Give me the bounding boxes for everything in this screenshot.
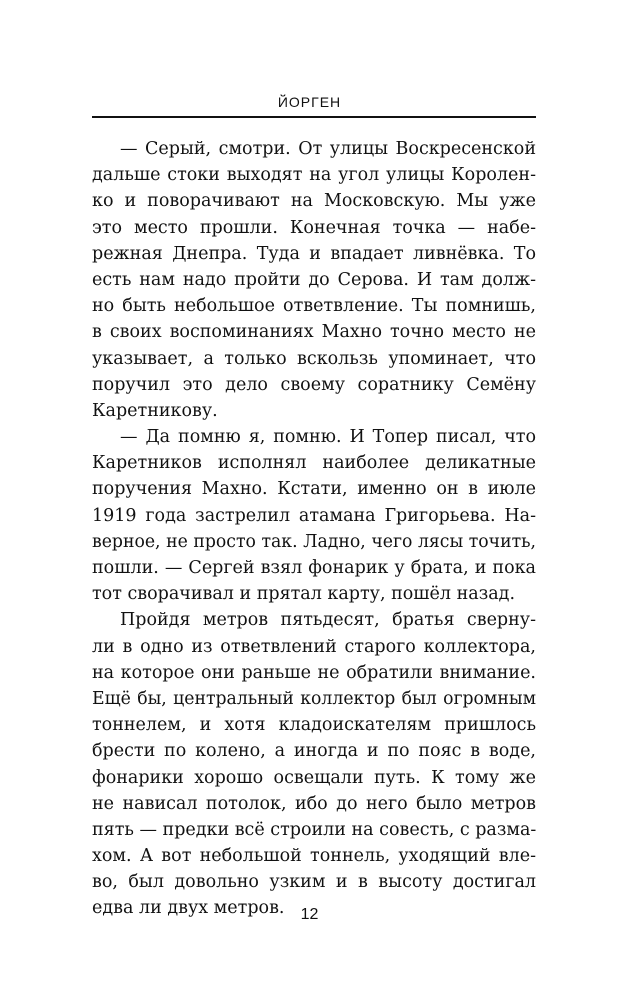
text-line: ко и поворачивают на Московскую. Мы уже: [92, 191, 536, 212]
text-line: режная Днепра. Туда и впадает ливнёвка. То: [92, 243, 536, 264]
text-line: — Серый, смотри. От улицы Воскресенской: [120, 139, 536, 159]
text-line: Пройдя метров пятьдесят, братья сверну-: [120, 610, 536, 631]
body-text: [92, 136, 536, 922]
text-line: брести по колено, а иногда и по пояс в воде,: [92, 741, 536, 762]
text-line: в своих воспоминаниях Махно точно место не: [92, 322, 536, 343]
text-line: 1919 года застрелил атамана Григорьева. На-: [92, 505, 536, 526]
text-line: это место прошли. Конечная точка — набе-: [92, 217, 536, 238]
text-line: тот сворачивал и прятал карту, пошёл назад.: [92, 584, 516, 605]
text-line: поручил это дело своему соратнику Семёну: [92, 374, 536, 395]
text-line: едва ли двух метров.: [92, 898, 285, 919]
text-line: есть нам надо пройти до Серова. И там долж-: [92, 269, 536, 290]
text-line: пять — предки всё строили на совесть, с разма-: [92, 819, 537, 840]
text-line: Каретникову.: [92, 400, 218, 421]
text-line: Каретников исполнял наиболее деликатные: [92, 453, 536, 474]
text-line: тоннелем, и хотя кладоискателям пришлось: [92, 715, 536, 736]
header-rule: [92, 116, 536, 118]
text-line: дальше стоки выходят на угол улицы Королен-: [92, 165, 536, 186]
text-line: фонарики хорошо освещали путь. К тому же: [92, 767, 536, 788]
text-line: не нависал потолок, ибо до него было метров: [92, 793, 536, 814]
text-line: указывает, а только вскользь упоминает, что: [92, 348, 536, 369]
text-line: поручения Махно. Кстати, именно он в июле: [92, 479, 536, 500]
text-line: верное, не просто так. Ладно, чего лясы точить,: [92, 531, 536, 552]
page-number: 12: [300, 906, 319, 923]
text-line: на которое они раньше не обратили внимание.: [92, 662, 536, 683]
text-line: пошли. — Сергей взял фонарик у брата, и пока: [92, 558, 536, 578]
text-line: — Да помню я, помню. И Топер писал, что: [120, 427, 536, 448]
running-head: ЙОРГЕН: [277, 94, 342, 110]
text-line: ли в одно из ответвлений старого коллектора,: [92, 636, 536, 657]
text-line: во, был довольно узким и в высоту достигал: [92, 872, 536, 893]
text-line: но быть небольшое ответвление. Ты помнишь,: [92, 296, 536, 317]
text-line: хом. А вот небольшой тоннель, уходящий вле-: [92, 846, 536, 867]
text-line: Ещё бы, центральный коллектор был огромным: [92, 688, 536, 709]
